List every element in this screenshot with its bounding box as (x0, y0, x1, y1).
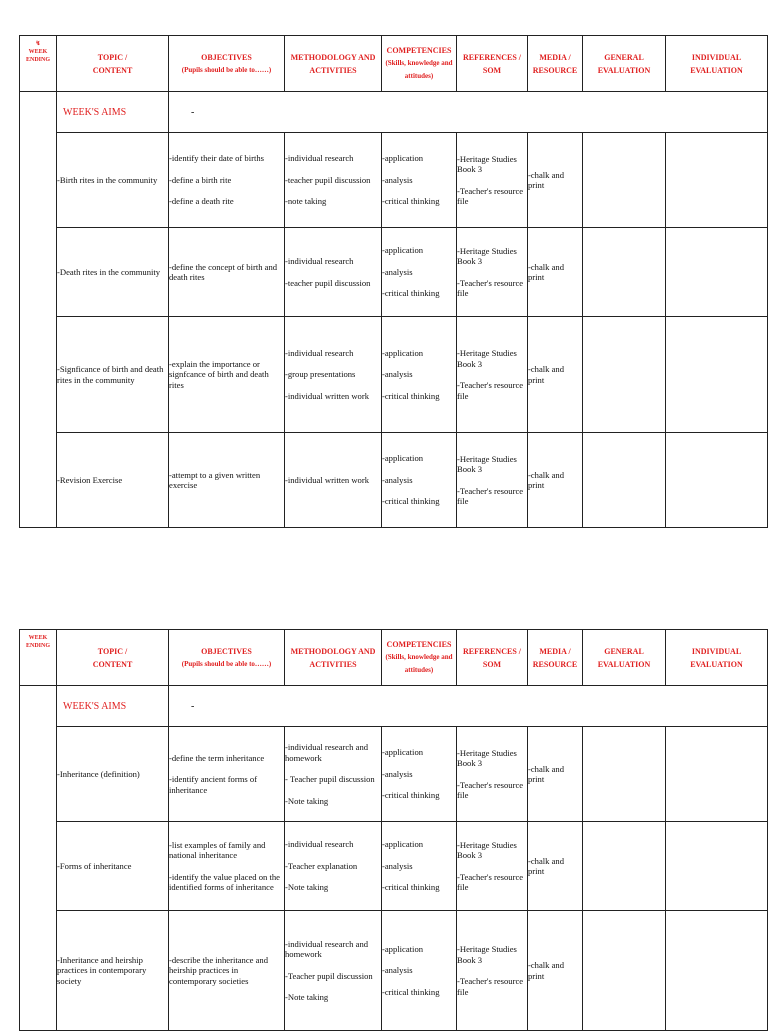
topic-header: TOPIC / CONTENT (57, 630, 169, 686)
week-ending-cell (20, 686, 57, 1031)
individual-evaluation-cell (666, 228, 768, 317)
topic-cell: -Revision Exercise (57, 433, 169, 528)
competencies-header: COMPETENCIES (Skills, knowledge and attitudes) (382, 630, 457, 686)
topic-cell: -Birth rites in the community (57, 133, 169, 228)
references-cell: -Heritage Studies Book 3 -Teacher's resource file (457, 727, 528, 822)
weeks-aims-value: - (169, 92, 768, 133)
general-evaluation-cell (583, 228, 666, 317)
general-evaluation-cell (583, 822, 666, 911)
week-ending-header (20, 630, 57, 686)
week-ending-header (20, 36, 57, 92)
media-cell: -chalk and print (528, 317, 583, 433)
methodology-cell: -individual research -teacher pupil discussion -note taking (285, 133, 382, 228)
objectives-cell: -attempt to a given written exercise (169, 433, 285, 528)
individual-evaluation-header: INDIVIDUAL EVALUATION (666, 630, 768, 686)
table-row (20, 228, 768, 317)
table-row (20, 433, 768, 528)
lesson-plan-table-1 (19, 35, 768, 528)
table-row (20, 822, 768, 911)
general-evaluation-cell (583, 317, 666, 433)
references-cell: -Heritage Studies Book 3 -Teacher's resource file (457, 822, 528, 911)
table-row (20, 317, 768, 433)
methodology-cell: -individual research and homework - Teacher pupil discussion -Note taking (285, 727, 382, 822)
lesson-plan-sheet-1 (19, 35, 767, 528)
objectives-cell: -describe the inheritance and heirship practices in contemporary societies (169, 911, 285, 1031)
individual-evaluation-cell (666, 133, 768, 228)
references-cell: -Heritage Studies Book 3 -Teacher's resource file (457, 228, 528, 317)
objectives-cell: -list examples of family and national inheritance -identify the value placed on the identified forms of inheritance (169, 822, 285, 911)
media-cell: -chalk and print (528, 822, 583, 911)
media-cell: -chalk and print (528, 433, 583, 528)
objectives-cell: -explain the importance or signfcance of birth and death rites (169, 317, 285, 433)
topic-cell: -Signficance of birth and death rites in the community (57, 317, 169, 433)
references-cell: -Heritage Studies Book 3 -Teacher's resource file (457, 317, 528, 433)
media-cell: -chalk and print (528, 228, 583, 317)
individual-evaluation-cell (666, 727, 768, 822)
topic-cell: -Inheritance (definition) (57, 727, 169, 822)
media-cell: -chalk and print (528, 727, 583, 822)
references-header: REFERENCES / SOM (457, 36, 528, 92)
competencies-cell: -application -analysis -critical thinking (382, 911, 457, 1031)
media-header: MEDIA / RESOURCE (528, 36, 583, 92)
competencies-cell: -application -analysis -critical thinking (382, 133, 457, 228)
methodology-cell: -individual research -teacher pupil discussion (285, 228, 382, 317)
objectives-cell: -identify their date of births -define a birth rite -define a death rite (169, 133, 285, 228)
competencies-cell: -application -analysis -critical thinking (382, 228, 457, 317)
weeks-aims-row (20, 92, 768, 133)
individual-evaluation-cell (666, 317, 768, 433)
lesson-plan-table-2 (19, 629, 768, 1031)
general-evaluation-header: GENERAL EVALUATION (583, 36, 666, 92)
weeks-aims-value: - (169, 686, 768, 727)
general-evaluation-cell (583, 433, 666, 528)
methodology-header: METHODOLOGY AND ACTIVITIES (285, 630, 382, 686)
header-row (20, 36, 768, 92)
week-ending-label: WEEK ENDING (25, 635, 50, 649)
week-ending-label: WEEK ENDING (25, 49, 50, 63)
week-ending-cell (20, 92, 57, 528)
methodology-cell: -individual research -group presentations -individual written work (285, 317, 382, 433)
individual-evaluation-cell (666, 911, 768, 1031)
media-cell: -chalk and print (528, 911, 583, 1031)
objectives-cell: -define the concept of birth and death rites (169, 228, 285, 317)
methodology-cell: -individual research -Teacher explanation -Note taking (285, 822, 382, 911)
weeks-aims-label: WEEK'S AIMS (57, 686, 169, 727)
weeks-aims-row (20, 686, 768, 727)
competencies-cell: -application -analysis -critical thinking (382, 317, 457, 433)
objectives-cell: -define the term inheritance -identify ancient forms of inheritance (169, 727, 285, 822)
header-row (20, 630, 768, 686)
table-row (20, 727, 768, 822)
topic-header: TOPIC / CONTENT (57, 36, 169, 92)
media-cell: -chalk and print (528, 133, 583, 228)
references-cell: -Heritage Studies Book 3 -Teacher's resource file (457, 911, 528, 1031)
references-cell: -Heritage Studies Book 3 -Teacher's resource file (457, 433, 528, 528)
topic-cell: -Forms of inheritance (57, 822, 169, 911)
individual-evaluation-cell (666, 433, 768, 528)
general-evaluation-cell (583, 727, 666, 822)
general-evaluation-header: GENERAL EVALUATION (583, 630, 666, 686)
competencies-cell: -application -analysis -critical thinking (382, 727, 457, 822)
topic-cell: -Inheritance and heirship practices in contemporary society (57, 911, 169, 1031)
table-row (20, 133, 768, 228)
methodology-cell: -individual research and homework -Teacher pupil discussion -Note taking (285, 911, 382, 1031)
individual-evaluation-cell (666, 822, 768, 911)
table-row (20, 911, 768, 1031)
methodology-cell: -individual written work (285, 433, 382, 528)
competencies-cell: -application -analysis -critical thinking (382, 433, 457, 528)
general-evaluation-cell (583, 911, 666, 1031)
competencies-cell: -application -analysis -critical thinking (382, 822, 457, 911)
competencies-header: COMPETENCIES (Skills, knowledge and attitudes) (382, 36, 457, 92)
topic-cell: -Death rites in the community (57, 228, 169, 317)
weeks-aims-label: WEEK'S AIMS (57, 92, 169, 133)
methodology-header: METHODOLOGY AND ACTIVITIES (285, 36, 382, 92)
individual-evaluation-header: INDIVIDUAL EVALUATION (666, 36, 768, 92)
objectives-header: OBJECTIVES (Pupils should be able to……) (169, 36, 285, 92)
objectives-header: OBJECTIVES (Pupils should be able to……) (169, 630, 285, 686)
week-ending-mark: ↯ (35, 41, 41, 47)
references-header: REFERENCES / SOM (457, 630, 528, 686)
references-cell: -Heritage Studies Book 3 -Teacher's resource file (457, 133, 528, 228)
lesson-plan-sheet-2 (19, 629, 767, 1031)
media-header: MEDIA / RESOURCE (528, 630, 583, 686)
general-evaluation-cell (583, 133, 666, 228)
